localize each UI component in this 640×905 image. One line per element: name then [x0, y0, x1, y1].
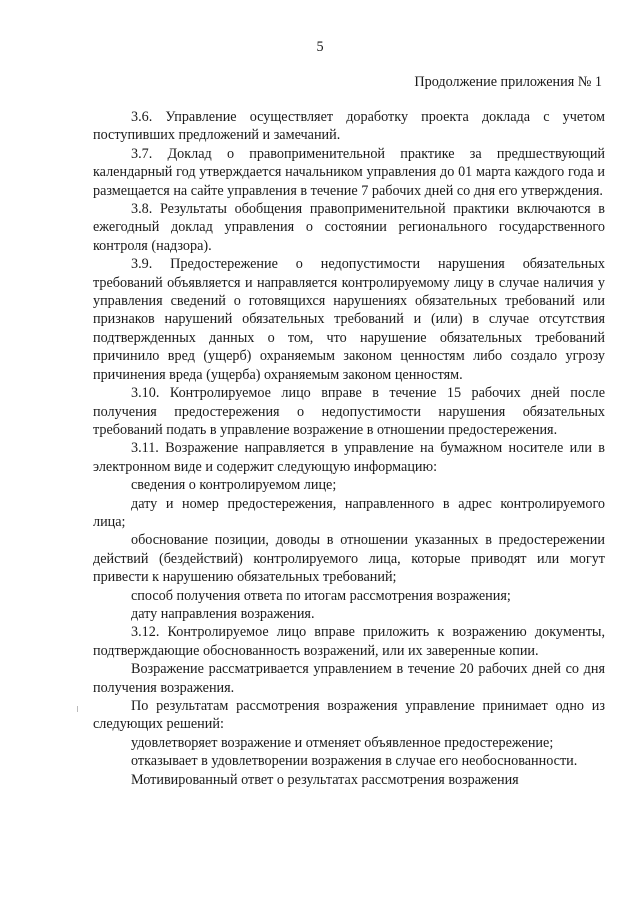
list-item-objection-date: дату направления возражения.	[131, 605, 315, 622]
paragraph-3-6: 3.6. Управление осуществляет доработку проекта доклада с учетом поступивших предложений и замечаний.	[93, 109, 605, 144]
list-item-decision-refuse: отказывает в удовлетворении возражения в случае его необоснованности.	[131, 753, 578, 770]
paragraph-3-7: 3.7. Доклад о правоприменительной практике за предшествующий календарный год утверждается начальником управления до 01 марта каждого года и размещается на сайте управления в течение 7 рабочих дней со дня его утверждения.	[93, 145, 605, 199]
list-item-warning-date-number: дату и номер предостережения, направленного в адрес контролируемого лица;	[93, 495, 605, 530]
list-item-justification: обоснование позиции, доводы в отношении указанных в предостережении действий (бездействий) контролируемого лица, которые приводят или могут привести к нарушению обязательных требований;	[93, 532, 605, 586]
paragraph-3-11: 3.11. Возражение направляется в управление на бумажном носителе или в электронном виде и содержит следующую информацию:	[93, 440, 605, 475]
document-body	[93, 108, 605, 789]
paragraph-3-12: 3.12. Контролируемое лицо вправе приложить к возражению документы, подтверждающие обоснованность возражений, или их заверенные копии.	[93, 624, 605, 659]
margin-mark	[77, 706, 78, 712]
paragraph-review-decisions: По результатам рассмотрения возражения управление принимает одно из следующих решений:	[93, 698, 605, 733]
paragraph-review-period: Возражение рассматривается управлением в течение 20 рабочих дней со дня получения возражения.	[93, 661, 605, 696]
list-item-response-method: способ получения ответа по итогам рассмотрения возражения;	[131, 587, 511, 604]
page-number: 5	[316, 39, 324, 55]
list-item-decision-satisfy: удовлетворяет возражение и отменяет объявленное предостережение;	[131, 734, 554, 751]
paragraph-motivated-answer: Мотивированный ответ о результатах рассмотрения возражения	[131, 771, 519, 788]
paragraph-3-9: 3.9. Предостережение о недопустимости нарушения обязательных требований объявляется и направляется контролируемому лицу в случае наличия у управления сведений о готовящихся нарушениях обязательных требований или признаков нарушений обязательных требований и (или) в случае отсутствия подтвержденных данных о том, что нарушение обязательных требований причинило вред (ущерб) охраняемым законом ценностям либо создало угрозу причинения вреда (ущерба) охраняемым законом ценностям.	[93, 256, 605, 383]
paragraph-3-10: 3.10. Контролируемое лицо вправе в течение 15 рабочих дней после получения предостережения о недопустимости нарушения обязательных требований подать в управление возражение в отношении предостережения.	[93, 385, 605, 438]
appendix-continuation-label: Продолжение приложения № 1	[414, 74, 602, 90]
list-item-controlled-person-info: сведения о контролируемом лице;	[131, 477, 337, 494]
paragraph-3-8: 3.8. Результаты обобщения правоприменительной практики включаются в ежегодный доклад управления о состоянии регионального государственного контроля (надзора).	[93, 201, 605, 254]
